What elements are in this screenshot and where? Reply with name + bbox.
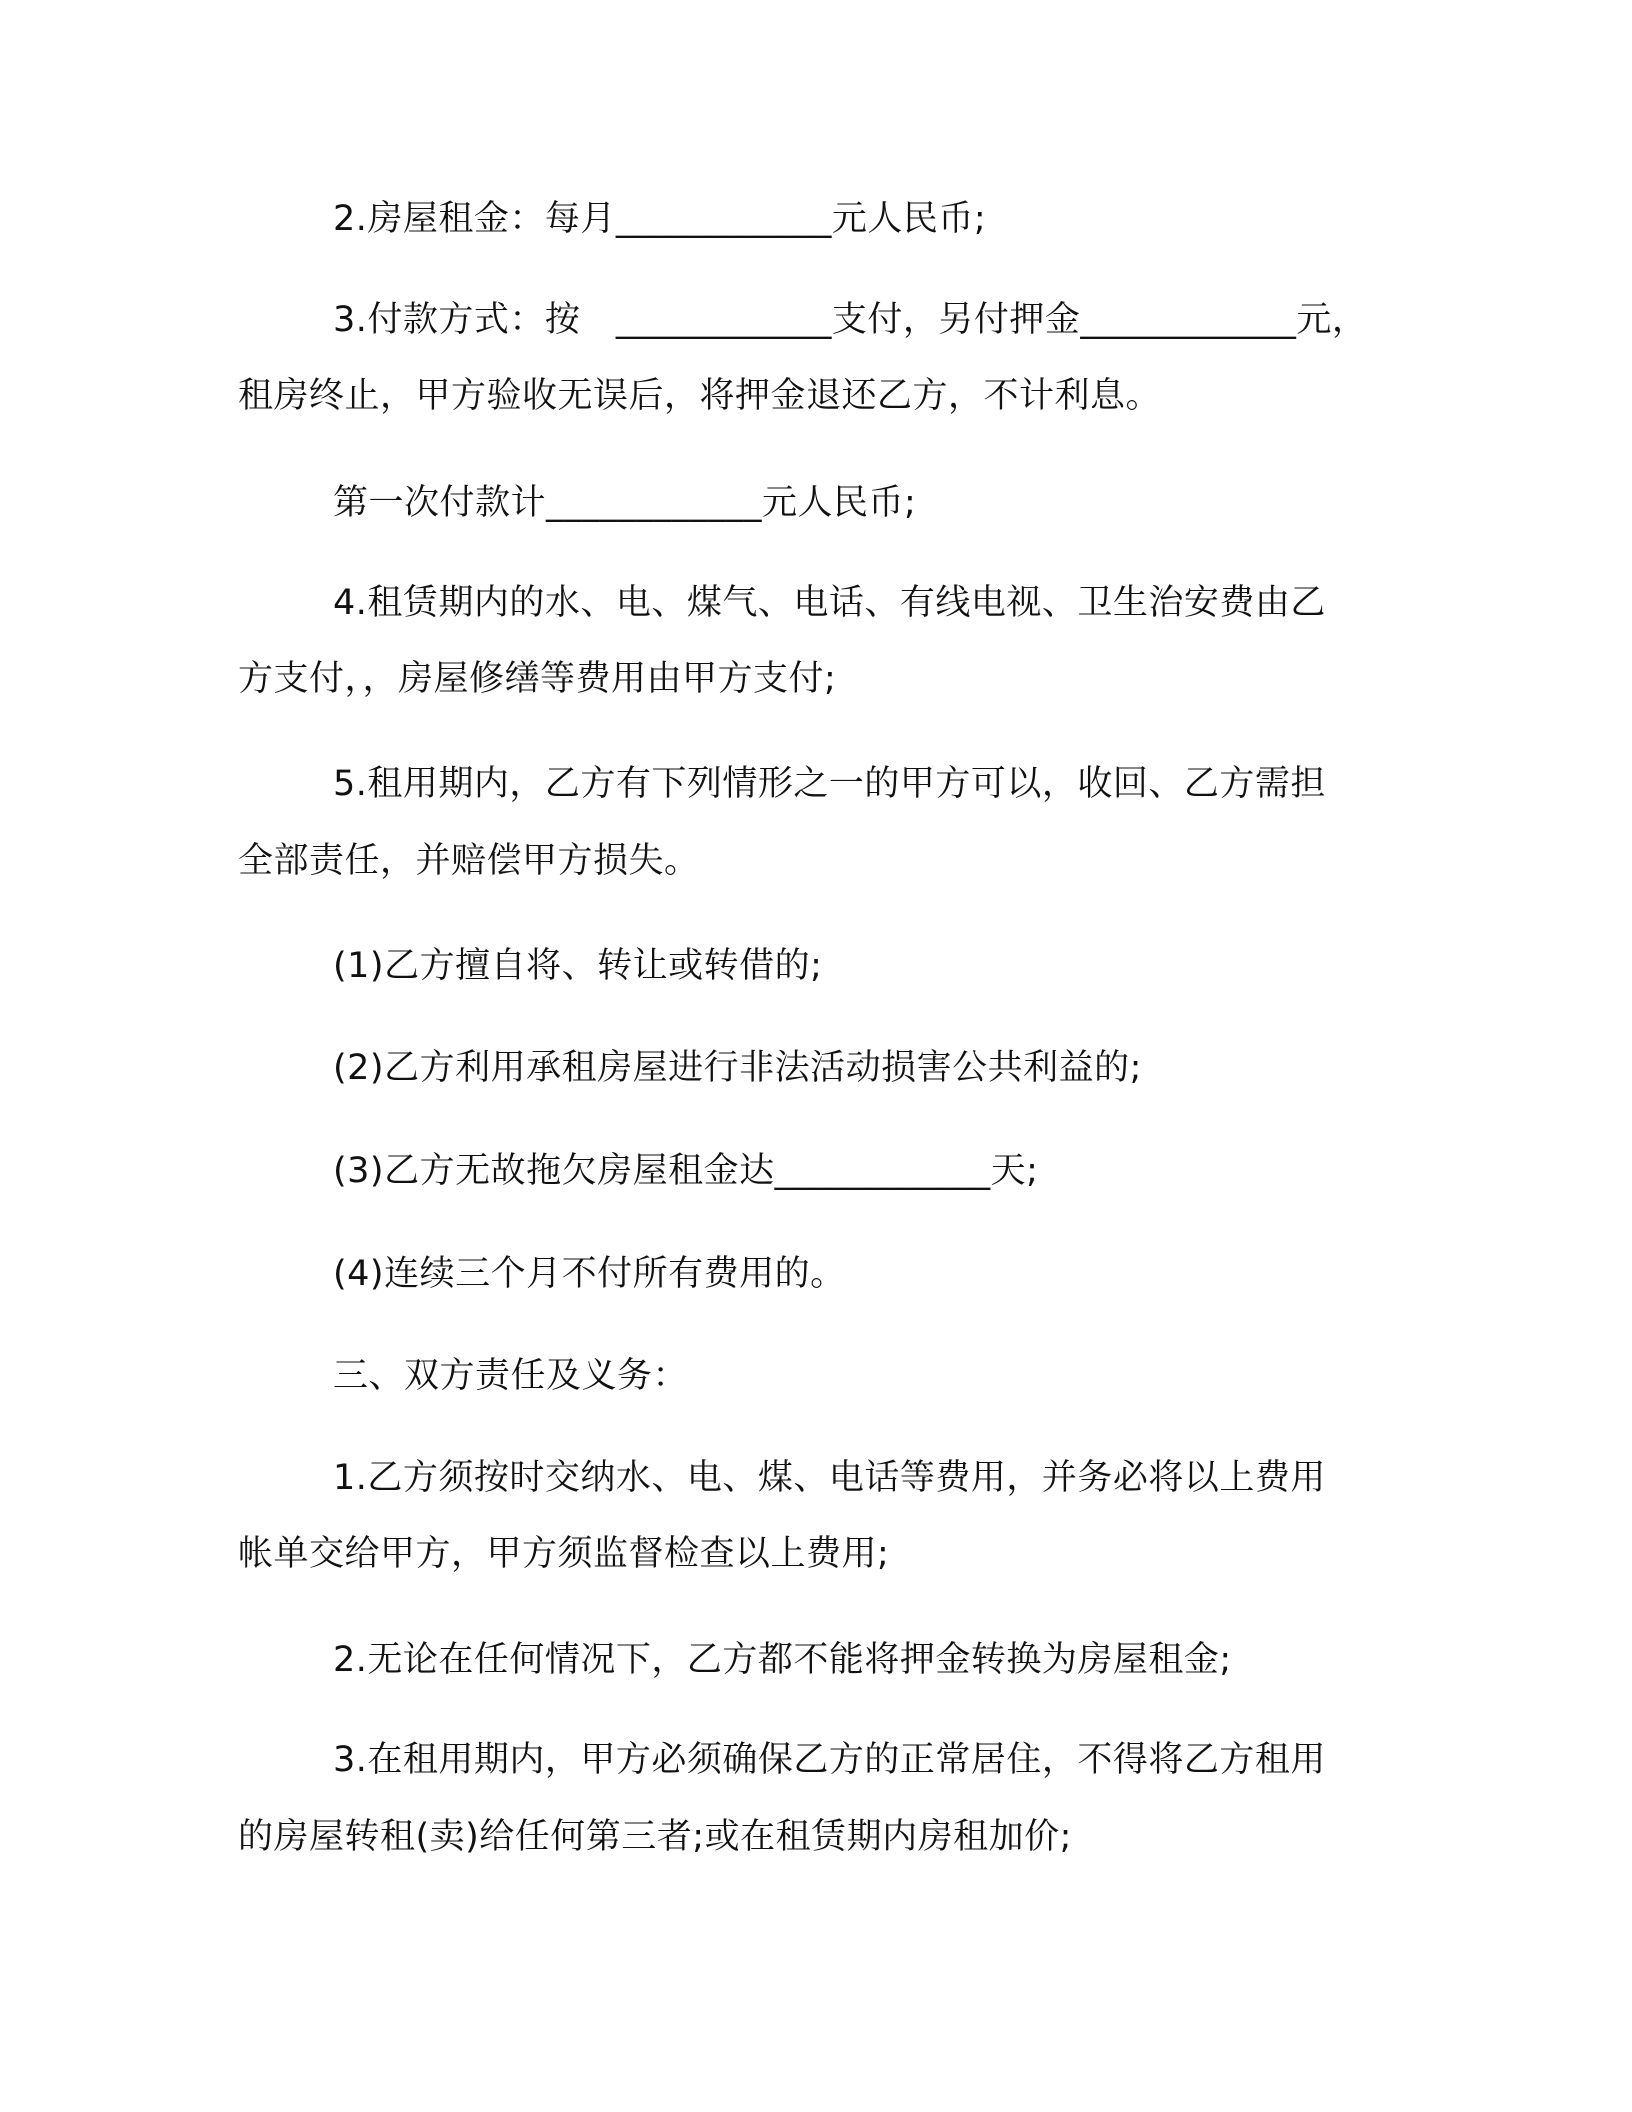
list-item-4: (4)连续三个月不付所有费用的。 — [333, 1254, 846, 1294]
list-item-2: (2)乙方利用承租房屋进行非法活动损害公共利益的; — [333, 1048, 1142, 1088]
paragraph-duty-3: 3.在租用期内，甲方必须确保乙方的正常居住，不得将乙方租用 — [333, 1740, 1326, 1780]
paragraph-first-payment: 第一次付款计____________元人民币; — [333, 483, 917, 523]
paragraph-duty-2: 2.无论在任何情况下，乙方都不能将押金转换为房屋租金; — [333, 1640, 1232, 1680]
paragraph-duty-1-cont: 帐单交给甲方，甲方须监督检查以上费用; — [238, 1534, 890, 1574]
section-heading-responsibilities: 三、双方责任及义务： — [333, 1356, 689, 1396]
paragraph-termination-cont: 全部责任，并赔偿甲方损失。 — [238, 841, 700, 881]
paragraph-rent: 2.房屋租金：每月____________元人民币; — [333, 199, 987, 239]
paragraph-utilities: 4.租赁期内的水、电、煤气、电话、有线电视、卫生治安费由乙 — [333, 583, 1326, 623]
list-item-1: (1)乙方擅自将、转让或转借的; — [333, 946, 823, 986]
paragraph-payment-method-cont: 租房终止，甲方验收无误后，将押金退还乙方，不计利息。 — [238, 376, 1162, 416]
paragraph-payment-method: 3.付款方式：按 ____________支付，另付押金____________元， — [333, 300, 1368, 340]
paragraph-duty-3-cont: 的房屋转租(卖)给任何第三者;或在租赁期内房租加价; — [238, 1817, 1072, 1857]
paragraph-utilities-cont: 方支付，，房屋修缮等费用由甲方支付; — [238, 659, 837, 699]
list-item-3: (3)乙方无故拖欠房屋租金达____________天; — [333, 1151, 1039, 1191]
paragraph-duty-1: 1.乙方须按时交纳水、电、煤、电话等费用，并务必将以上费用 — [333, 1458, 1326, 1498]
paragraph-termination: 5.租用期内，乙方有下列情形之一的甲方可以，收回、乙方需担 — [333, 764, 1326, 804]
